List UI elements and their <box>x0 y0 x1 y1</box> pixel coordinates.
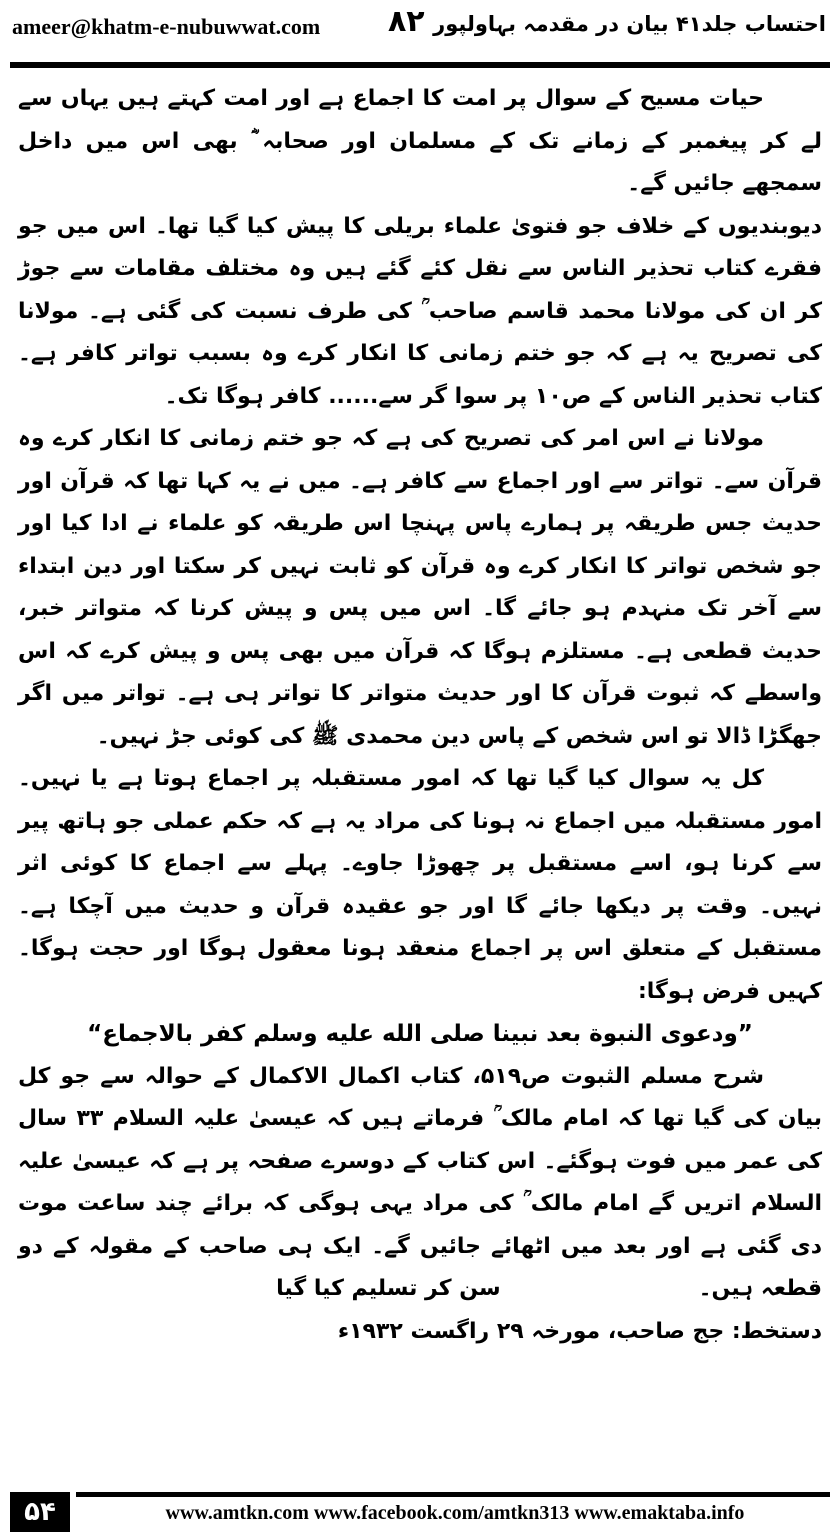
header-page-number: ۸۲ <box>388 4 425 39</box>
paragraph <box>18 1056 822 1311</box>
arabic-quote: ”ودعوی النبوة بعد نبینا صلی الله علیه وسلم کفر بالاجماع“ <box>87 1021 753 1047</box>
header-email: ameer@khatm-e-nubuwwat.com <box>12 14 321 39</box>
footer-divider <box>76 1492 830 1497</box>
paragraph: دیوبندیوں کے خلاف جو فتویٰ علماء بریلی کا پیش کیا گیا تھا۔ اس میں جو فقرے کتاب تحذیر الناس سے نقل کئے گئے ہیں وہ مختلف مقامات سے جوڑ کر ان کی مولانا محمد قاسم صاحب ؒ کی طرف نسبت کی گئی ہے۔ مولانا کی تصریح یہ ہے کہ جو ختم زمانی کا انکار کرے وہ بسبب تواتر کافر ہے۔ کتاب تحذیر الناس کے ص۱۰ پر سوا گر سے...... کافر ہوگا تک۔ <box>18 213 822 409</box>
paragraph-text: شرح مسلم الثبوت ص۵۱۹، کتاب اکمال الاکمال کے حوالہ سے جو کل بیان کی گیا تھا کہ امام مالک ؒ فرماتے ہیں کہ عیسیٰ علیہ السلام ۳۳ سال کی عمر میں فوت ہوگئے۔ اس کتاب کے دوسرے صفحہ پر ہے کہ عیسیٰ علیہ السلام اتریں گے امام مالک ؒ کی مراد یہی ہوگی کہ برائے چند ساعت موت دی گئی ہے اور بعد میں اٹھائے جائیں گے۔ ایک ہی صاحب کے مقولہ کے دو قطعہ ہیں۔ <box>18 1063 822 1301</box>
paragraph: مولانا نے اس امر کی تصریح کی ہے کہ جو ختم زمانی کا انکار کرے وہ قرآن سے۔ تواتر سے اور اجماع سے کافر ہے۔ میں نے یہ کہا تھا کہ قرآن اور حدیث جس طریقہ پر ہمارے پاس پہنچا اس طریقہ کو علماء نے ادا کیا اور جو شخص تواتر کا انکار کرے وہ قرآن کو ثابت نہیں کر سکتا اور دین ابتداء سے آخر تک منہدم ہو جائے گا۔ اس میں پس و پیش کرنا کہ متواتر خبر، حدیث قطعی ہے۔ مستلزم ہوگا کہ قرآن میں بھی پس و پیش کرے کہ اس واسطے کہ ثبوت قرآن کا اور حدیث متواتر کا تواتر ہی ہے۔ تواتر میں اگر جھگڑا ڈالا تو اس شخص کے پاس دین محمدی ﷺ کی کوئی جڑ نہیں۔ <box>18 426 822 749</box>
header-title: احتساب جلد۴۱ بیان در مقدمہ بہاولپور <box>433 12 826 36</box>
page-footer <box>0 1492 840 1540</box>
header-divider <box>10 62 830 68</box>
footer-links: www.amtkn.com www.facebook.com/amtkn313 www.emaktaba.info <box>165 1502 745 1524</box>
paragraph: حیات مسیح کے سوال پر امت کا اجماع ہے اور امت کہتے ہیں یہاں سے لے کر پیغمبر کے زمانے تک کے مسلمان اور صحابہ ؓ بھی اس میں داخل سمجھے جائیں گے۔ <box>18 86 822 196</box>
page-body <box>18 78 822 1478</box>
signature-line: دستخط: جج صاحب، مورخہ ۲۹ راگست ۱۹۳۲ء <box>337 1318 822 1344</box>
paragraph: کل یہ سوال کیا گیا تھا کہ امور مستقبلہ پر اجماع ہوتا ہے یا نہیں۔ امور مستقبلہ میں اجماع نہ ہونا کی مراد یہ ہے کہ حکم عملی جو ہاتھ پیر سے کرنا ہو، اسے مستقبل پر چھوڑا جاوے۔ پہلے سے اجماع کا کوئی اثر نہیں۔ وقت پر دیکھا جائے گا اور جو عقیدہ قرآن و حدیث میں آچکا ہے۔ مستقبل کے متعلق اس پر اجماع منعقد ہونا معقول ہوگا اور حجت ہوگا۔ کہیں فرض ہوگا: <box>18 766 822 1004</box>
footer-page-number: ۵۴ <box>10 1492 70 1532</box>
closing-note: سن کر تسلیم کیا گیا <box>276 1276 501 1301</box>
page-header <box>0 0 840 62</box>
